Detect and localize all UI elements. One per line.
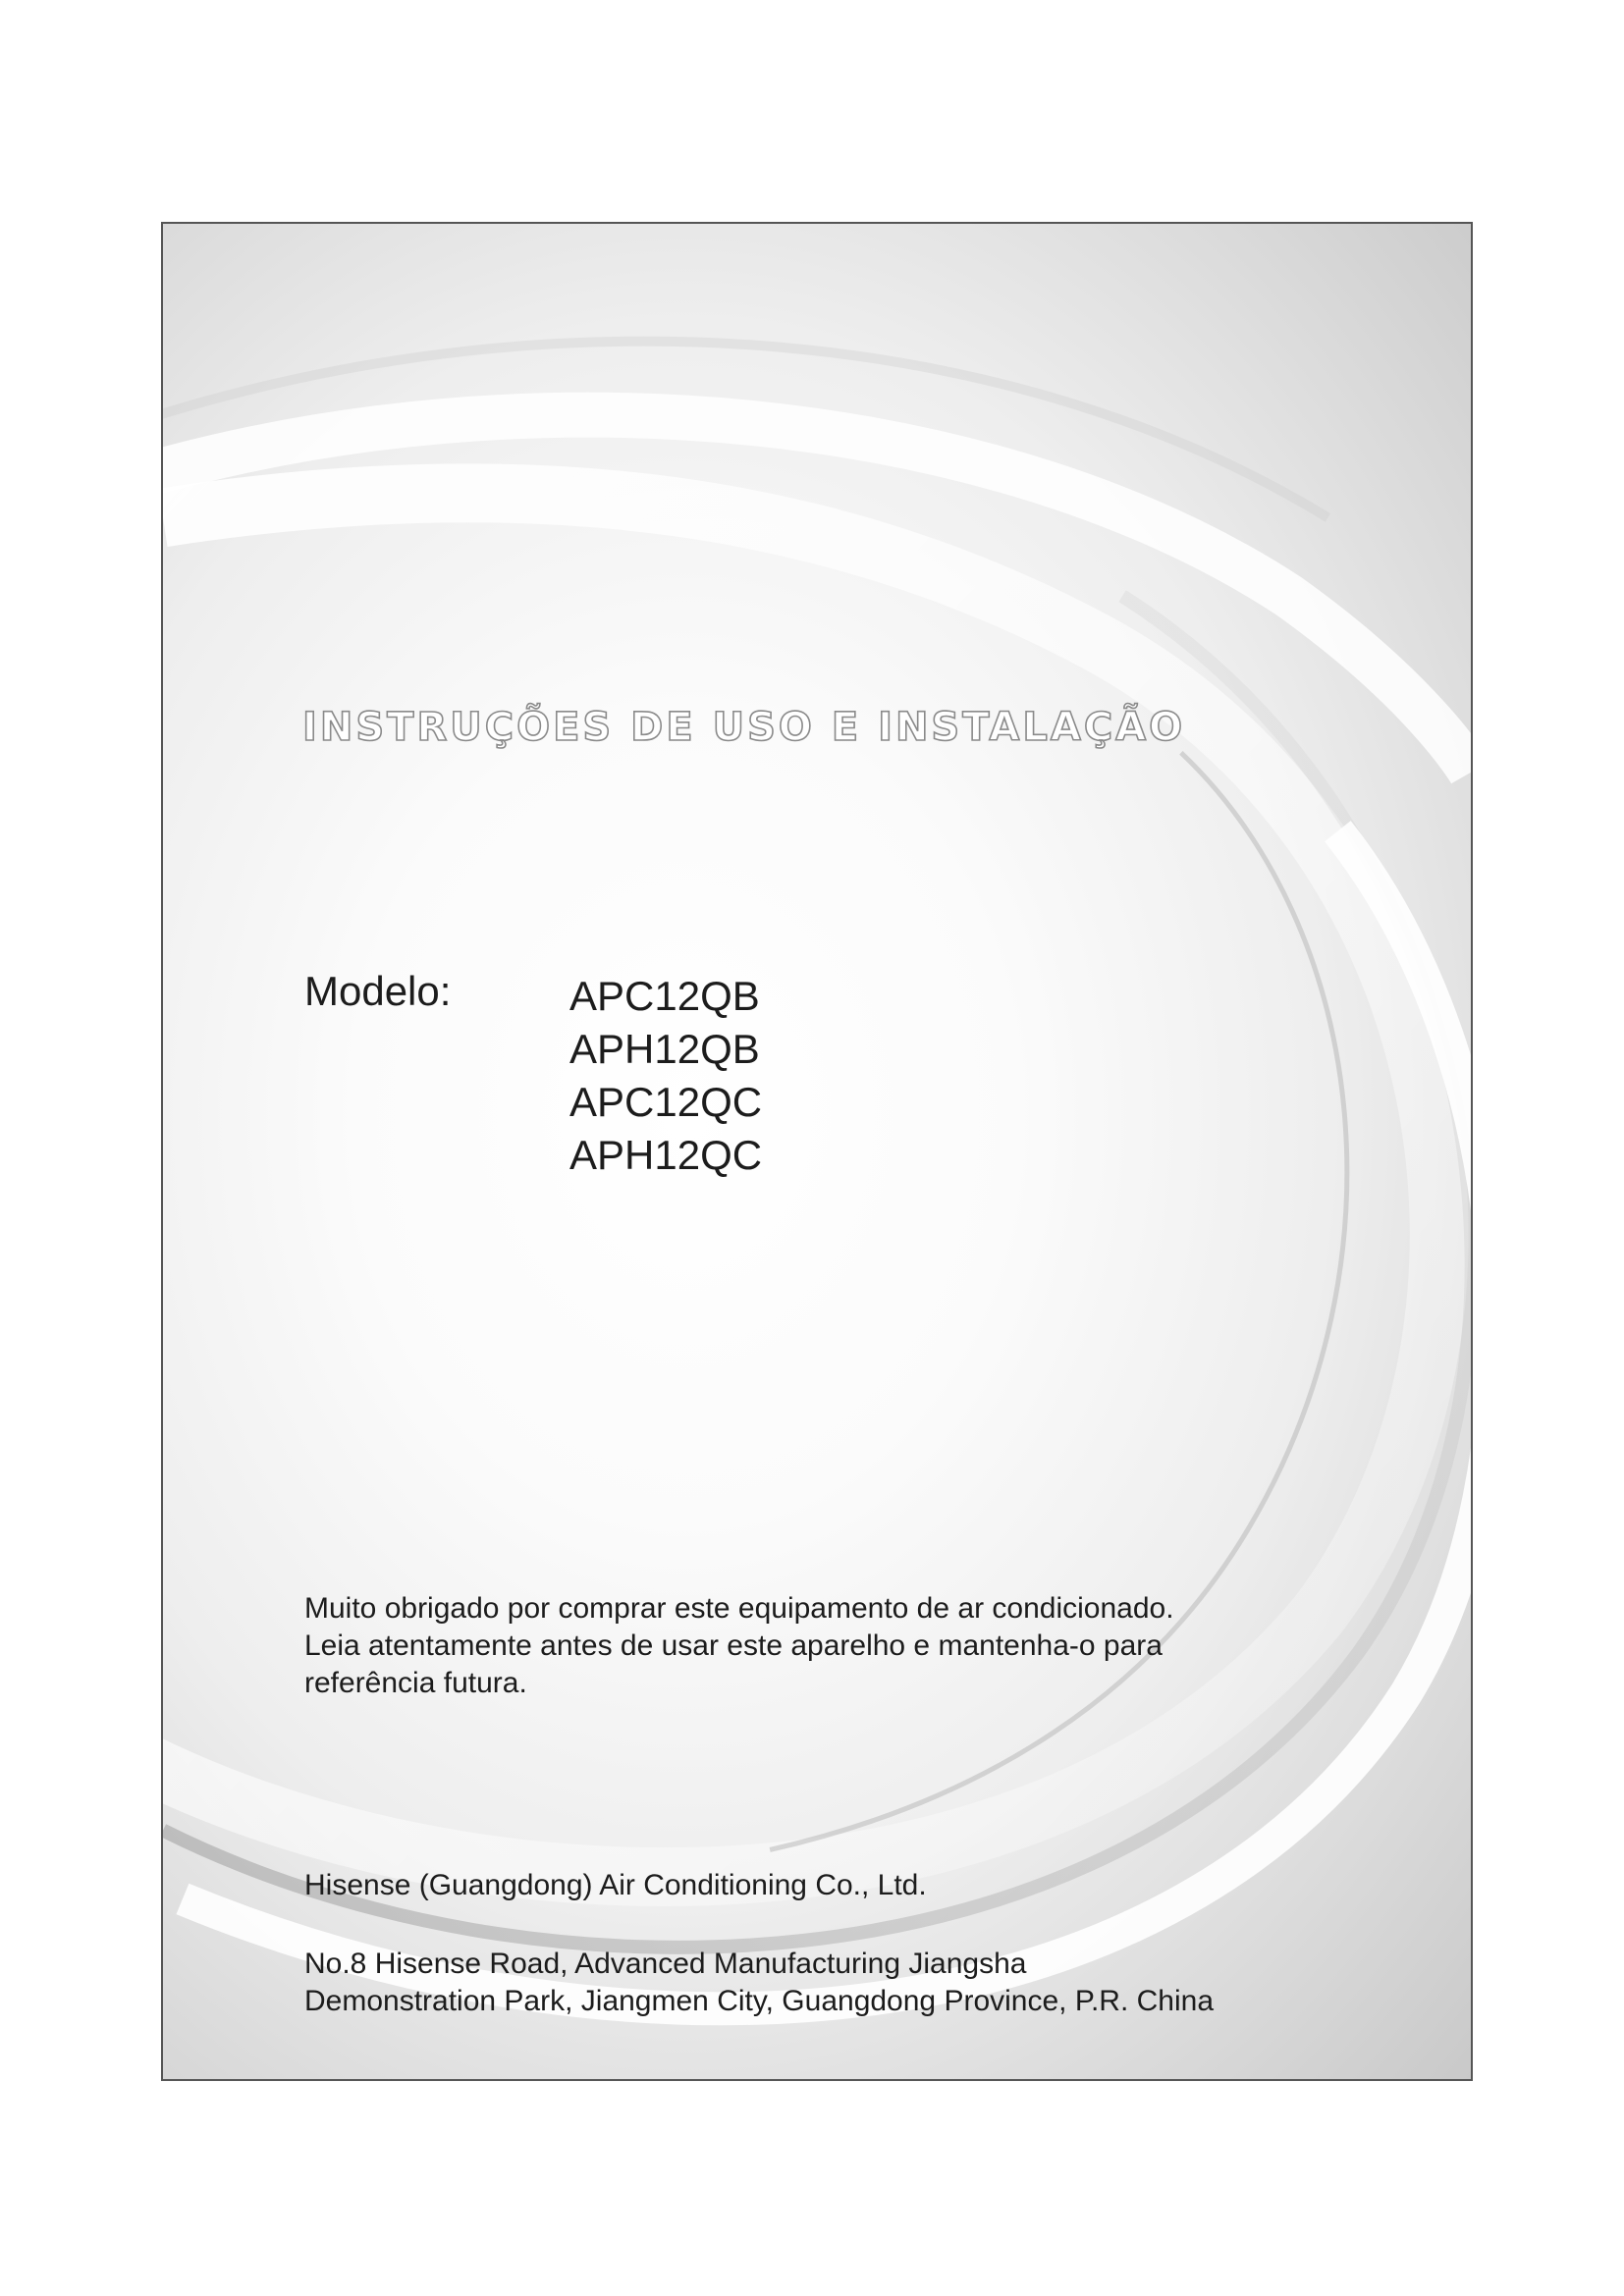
- model-label: Modelo:: [304, 968, 452, 1014]
- company-address: [304, 1946, 1214, 2020]
- thank-you-message: [304, 1590, 1286, 1702]
- address-line: No.8 Hisense Road, Advanced Manufacturing Jiangsha: [304, 1948, 1027, 1980]
- manual-title: INSTRUÇÕES DE USO E INSTALAÇÃO: [302, 705, 1186, 750]
- manual-cover: [161, 222, 1473, 2081]
- thank-you-line: referência futura.: [304, 1667, 527, 1699]
- model-number: APC12QB: [569, 973, 760, 1019]
- swirl-decoration: [163, 224, 1471, 2079]
- model-number: APH12QB: [569, 1026, 760, 1072]
- model-number: APC12QC: [569, 1079, 763, 1125]
- thank-you-line: Leia atentamente antes de usar este aparelho e mantenha-o para: [304, 1629, 1163, 1662]
- model-number: APH12QC: [569, 1132, 763, 1178]
- thank-you-line: Muito obrigado por comprar este equipamento de ar condicionado.: [304, 1592, 1174, 1625]
- address-line: Demonstration Park, Jiangmen City, Guangdong Province, P.R. China: [304, 1985, 1215, 2017]
- model-list: [569, 970, 762, 1182]
- company-name: Hisense (Guangdong) Air Conditioning Co., Ltd.: [304, 1869, 927, 1901]
